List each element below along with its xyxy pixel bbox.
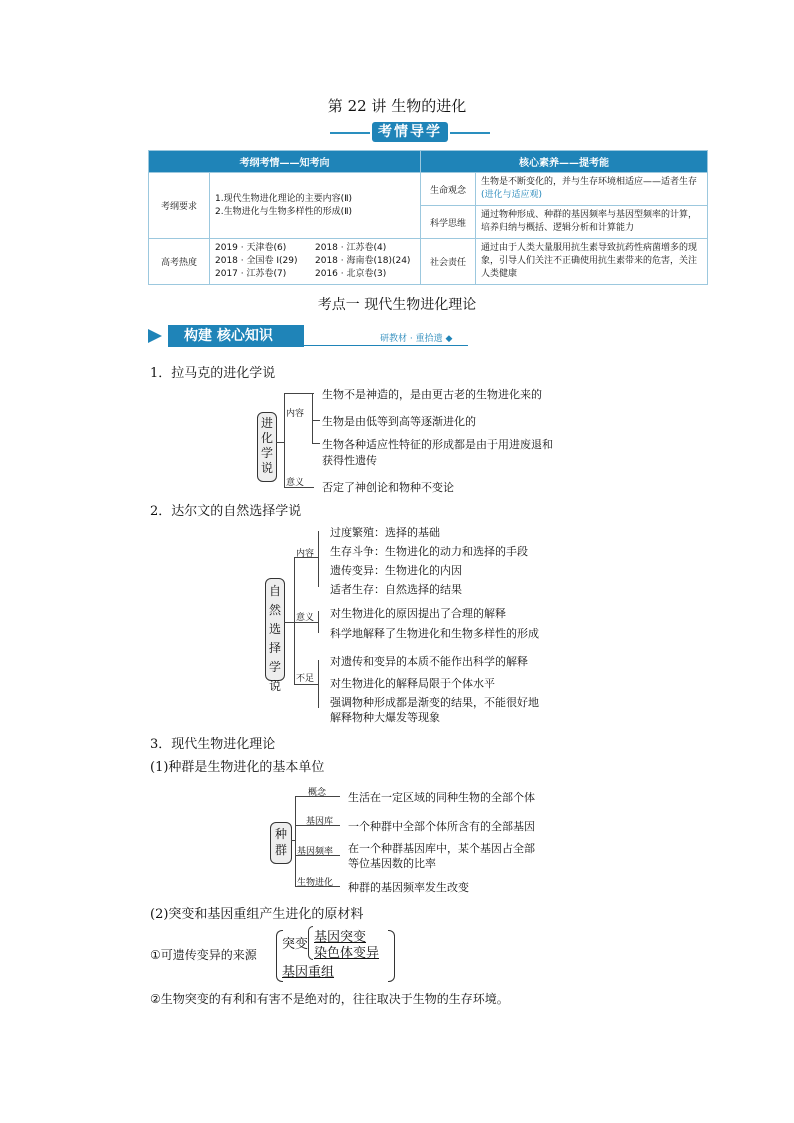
modern-heading: 3．现代生物进化理论 — [150, 737, 276, 752]
row1-item: 2.生物进化与生物多样性的形成(Ⅱ) — [215, 206, 353, 217]
population-text: 一个种群中全部个体所含有的全部基因 — [348, 820, 535, 833]
modern-sub2: (2)突变和基因重组产生进化的原材料 — [150, 907, 364, 922]
right-header: 核心素养——提考能 — [421, 151, 708, 173]
lamarck-box: 进化学说 — [257, 412, 277, 482]
left-header: 考纲考情——知考向 — [149, 151, 421, 173]
overview-table — [148, 150, 708, 285]
population-text: 在一个种群基因库中，某个基因占全部 — [348, 842, 535, 855]
section-note: 研教材 · 重拾遗 ◆ — [380, 334, 453, 344]
darwin-shortcoming-item: 解释物种大爆发等现象 — [330, 711, 440, 724]
banner-label: 考情导学 — [372, 122, 448, 142]
page-title: 第 22 讲 生物的进化 — [327, 97, 467, 115]
gene-recombination: 基因重组 — [282, 965, 335, 980]
core-text: 通过由于人类大量服用抗生素导致抗药性病菌增多的现象，引导人们关注不正确使用抗生素带来的危害，关注人类健康 — [476, 239, 708, 285]
lamarck-meaning: 否定了神创论和物种不变论 — [322, 481, 454, 494]
population-label: 基因库 — [306, 817, 334, 827]
row2-items: 2019 · 天津卷(6) 2018 · 江苏卷(4) 2018 · 全国卷 Ⅰ(29) 2018 · 海南卷(18)(24) 2017 · 江苏卷(7) 2016 · 北京卷(3) — [210, 239, 421, 285]
mutation-label: 突变 — [282, 937, 309, 952]
population-text: 等位基因数的比率 — [348, 857, 436, 870]
subtitle: 考点一 现代生物进化理论 — [317, 297, 477, 313]
darwin-meaning-item: 科学地解释了生物进化和生物多样性的形成 — [330, 627, 539, 640]
section-line — [298, 345, 468, 346]
core-label: 生命观念 — [421, 173, 476, 206]
darwin-shortcoming-label: 不足 — [296, 674, 315, 684]
row1-item: 1.现代生物进化理论的主要内容(Ⅱ) — [215, 193, 353, 204]
darwin-shortcoming-item: 对遗传和变异的本质不能作出科学的解释 — [330, 655, 528, 668]
darwin-heading: 2．达尔文的自然选择学说 — [150, 504, 302, 519]
population-label: 生物进化 — [297, 878, 334, 888]
section-bar — [148, 325, 468, 347]
row1-items — [210, 173, 421, 239]
gene-mutation: 基因突变 — [314, 930, 367, 945]
lamarck-item: 生物各种适应性特征的形成都是由于用进废退和 — [322, 438, 553, 451]
lamarck-item: 生物是由低等到高等逐渐进化的 — [322, 415, 476, 428]
core-label: 社会责任 — [421, 239, 476, 285]
population-text: 种群的基因频率发生改变 — [348, 881, 469, 894]
core-text: 通过物种形成、种群的基因频率与基因型频率的计算，培养归纳与概括、逻辑分析和计算能力 — [476, 206, 708, 239]
banner-left-line — [330, 132, 370, 134]
darwin-content-item: 适者生存：自然选择的结果 — [330, 583, 462, 596]
lamarck-item: 获得性遗传 — [322, 454, 377, 467]
darwin-shortcoming-item: 强调物种形成都是渐变的结果，不能很好地 — [330, 696, 539, 709]
darwin-meaning-item: 对生物进化的原因提出了合理的解释 — [330, 607, 506, 620]
darwin-content-item: 生存斗争：生物进化的动力和选择的手段 — [330, 545, 528, 558]
darwin-meaning-label: 意义 — [296, 613, 315, 623]
population-box: 种群 — [270, 822, 292, 864]
darwin-shortcoming-item: 对生物进化的解释局限于个体水平 — [330, 677, 495, 690]
lamarck-item: 生物不是神造的，是由更古老的生物进化来的 — [322, 388, 542, 401]
brace-right — [388, 930, 395, 982]
darwin-content-label: 内容 — [296, 549, 315, 559]
row2-label: 高考热度 — [149, 239, 210, 285]
section-tag: 构建 核心知识 — [168, 325, 304, 347]
population-label: 基因频率 — [297, 847, 334, 857]
population-label: 概念 — [308, 788, 327, 798]
mutation-note: ②生物突变的有利和有害不是绝对的，往往取决于生物的生存环境。 — [150, 992, 509, 1006]
variation-source-label: ①可遗传变异的来源 — [150, 948, 257, 962]
lamarck-content-label: 内容 — [286, 409, 305, 419]
lamarck-meaning-label: 意义 — [286, 478, 305, 488]
banner — [330, 120, 490, 146]
darwin-box: 自然选择学说 — [265, 578, 285, 681]
chromosome-variation: 染色体变异 — [314, 946, 380, 961]
banner-right-line — [450, 132, 490, 134]
darwin-content-item: 遗传变异：生物进化的内因 — [330, 564, 462, 577]
arrow-icon — [148, 329, 162, 343]
row1-label: 考纲要求 — [149, 173, 210, 239]
modern-sub1: (1)种群是生物进化的基本单位 — [150, 760, 325, 775]
population-text: 生活在一定区域的同种生物的全部个体 — [348, 791, 535, 804]
lamarck-heading: 1．拉马克的进化学说 — [150, 366, 276, 381]
darwin-content-item: 过度繁殖：选择的基础 — [330, 526, 440, 539]
brace-inner — [308, 926, 313, 960]
core-label: 科学思维 — [421, 206, 476, 239]
core-text: 生物是不断变化的，并与生存环境相适应——适者生存(进化与适应观) — [476, 173, 708, 206]
